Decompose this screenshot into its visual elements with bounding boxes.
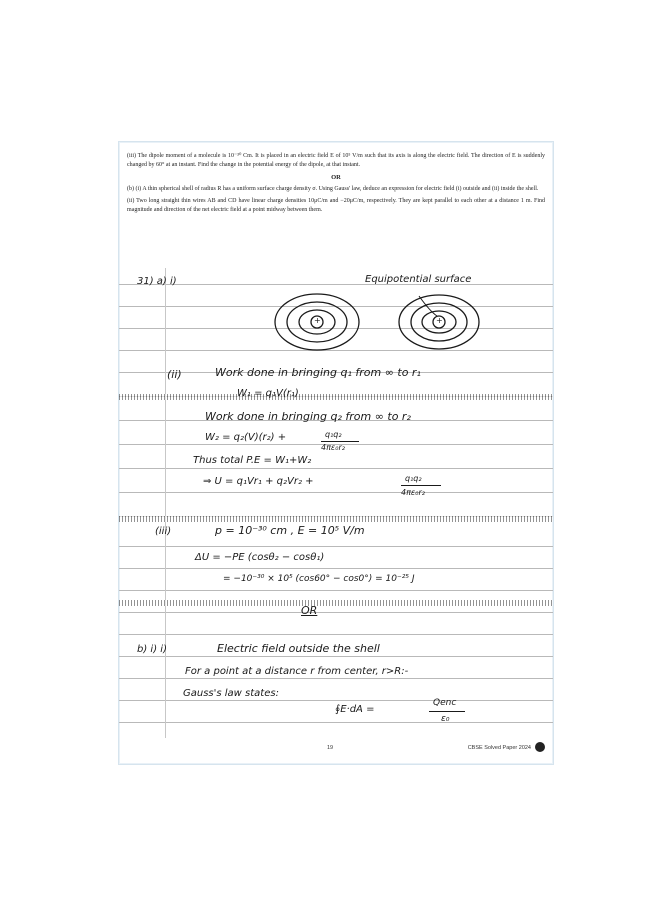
delta-u-calculation: = −10⁻³⁰ × 10⁵ (cos60° − cos0°) = 10⁻²⁵ J: [223, 574, 415, 584]
or-label: OR: [301, 604, 318, 617]
w2-fraction-numerator: q₁q₂: [325, 430, 342, 439]
page-tear-band: [119, 600, 553, 606]
question-label: 31) a) i): [137, 276, 177, 287]
page-tear-band: [119, 516, 553, 522]
rule-line: [119, 700, 553, 701]
work-1-text: Work done in bringing q₁ from ∞ to r₁: [215, 366, 421, 379]
rule-line: [119, 590, 553, 591]
brand-logo-icon: [535, 742, 545, 752]
scanned-page: [118, 141, 554, 765]
gauss-fraction-bar: [429, 711, 465, 712]
charge-2-sign: +: [436, 316, 443, 325]
rule-line: [119, 656, 553, 657]
w2-fraction-denominator: 4πε₀r₂: [321, 443, 345, 452]
printed-or: OR: [331, 174, 341, 181]
p-e-values: p = 10⁻³⁰ cm , E = 10⁵ V/m: [215, 524, 365, 537]
page-footer: [119, 740, 553, 760]
printed-questions: [127, 152, 545, 218]
work-2-text: Work done in bringing q₂ from ∞ to r₂: [205, 410, 411, 423]
margin-line: [165, 268, 166, 738]
equipotential-diagram: [269, 290, 519, 362]
question-b-ii-text: (ii) Two long straight thin wires AB and CD have linear charge densities 10μC/m and −20μC/m, respectively. They are kept parallel to each other at a distance 1 m. Find magnitude and direction of the net electric field at a point midway between them.: [127, 198, 545, 213]
u-fraction-denominator: 4πε₀r₂: [401, 488, 425, 497]
rule-line: [119, 678, 553, 679]
gauss-denominator: ε₀: [441, 714, 450, 724]
u-equation: ⇒ U = q₁Vr₁ + q₂Vr₂ +: [203, 476, 314, 487]
footer-brand: CBSE Solved Paper 2024: [467, 745, 531, 751]
b-line-2: For a point at a distance r from center, r>R:-: [185, 666, 409, 677]
w1-equation: W₁ = q₁V(r₁): [237, 388, 299, 399]
rule-line: [119, 468, 553, 469]
charge-1-sign: +: [314, 316, 321, 325]
b-line-1: Electric field outside the shell: [217, 642, 380, 655]
b-line-3: Gauss's law states:: [183, 688, 279, 699]
rule-line: [119, 546, 553, 547]
question-b-i-text: (b) (i) A thin spherical shell of radius R has a uniform surface charge density σ. Using Gauss' law, deduce an expression for electric field (i) outside and (ii) inside the shell.: [127, 186, 539, 192]
rule-line: [119, 634, 553, 635]
u-fraction-bar: [401, 485, 441, 486]
w2-fraction-bar: [321, 441, 359, 442]
equipotential-label: Equipotential surface: [365, 274, 472, 285]
part-ii-label: (ii): [167, 368, 182, 381]
page-number: 19: [327, 745, 334, 751]
rule-line: [119, 568, 553, 569]
rule-line: [119, 612, 553, 613]
u-fraction-numerator: q₁q₂: [405, 474, 422, 483]
w2-equation: W₂ = q₂(V)(r₂) +: [205, 432, 287, 443]
part-iii-label: (iii): [155, 526, 172, 537]
delta-u-formula: ΔU = −PE (cosθ₂ − cosθ₁): [195, 552, 325, 563]
page-tear-band: [119, 394, 553, 400]
question-iii-text: (iii) The dipole moment of a molecule is 10⁻³⁰ Cm. It is placed in an electric field E of 10⁵ V/m such that its axis is along the electric field. The direction of E is suddenly changed by 60° at an instant. Find the change in the potential energy of the dipole, at that instant.: [127, 153, 545, 168]
gauss-lhs: ∮E·dA =: [335, 704, 375, 715]
rule-line: [119, 284, 553, 285]
part-b-label: b) i) i): [137, 644, 167, 655]
gauss-numerator: Qenc: [433, 698, 457, 708]
rule-line: [119, 492, 553, 493]
rule-line: [119, 722, 553, 723]
total-pe-text: Thus total P.E = W₁+W₂: [193, 455, 312, 466]
